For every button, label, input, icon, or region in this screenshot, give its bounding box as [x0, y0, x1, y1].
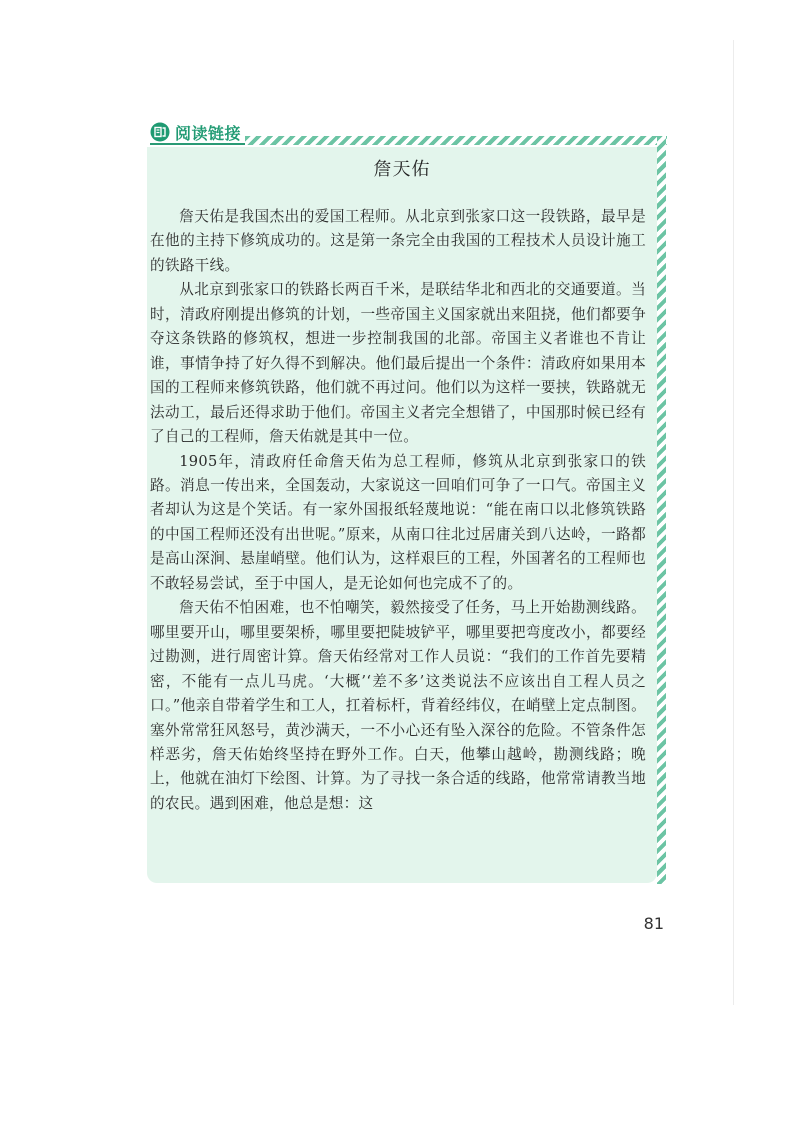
section-header [150, 120, 241, 144]
book-icon [150, 122, 170, 142]
decorative-stripe-right [657, 136, 666, 884]
paragraph: 从北京到张家口的铁路长两百千米，是联结华北和西北的交通要道。当时，清政府刚提出修筑的计划，一些帝国主义国家就出来阻挠，他们都要争夺这条铁路的修筑权，想进一步控制我国的北部。帝国主义者谁也不肯让谁，事情争持了好久得不到解决。他们最后提出一个条件：清政府如果用本国的工程师来修筑铁路，他们就不再过问。他们以为这样一要挟，铁路就无法动工，最后还得求助于他们。帝国主义者完全想错了，中国那时候已经有了自己的工程师，詹天佑就是其中一位。 [150, 281, 646, 446]
paragraph: 詹天佑是我国杰出的爱国工程师。从北京到张家口这一段铁路，最早是在他的主持下修筑成功的。这是第一条完全由我国的工程技术人员设计施工的铁路干线。 [150, 208, 646, 274]
page-number: 81 [643, 914, 664, 933]
section-label: 阅读链接 [175, 123, 242, 143]
paragraph: 詹天佑不怕困难，也不怕嘲笑，毅然接受了任务，马上开始勘测线路。哪里要开山，哪里要架桥，哪里要把陡坡铲平，哪里要把弯度改小，都要经过勘测，进行周密计算。詹天佑经常对工作人员说：“我们的工作首先要精密，不能有一点儿马虎。‘大概’‘差不多’这类说法不应该出自工程人员之口。”他亲自带着学生和工人，扛着标杆，背着经纬仪，在峭壁上定点制图。塞外常常狂风怒号，黄沙满天，一不小心还有坠入深谷的危险。不管条件怎样恶劣，詹天佑始终坚持在野外工作。白天，他攀山越岭，勘测线路；晚上，他就在油灯下绘图、计算。为了寻找一条合适的线路，他常常请教当地的农民。遇到困难，他总是想：这 [150, 599, 646, 812]
page-edge-rule [733, 40, 734, 1005]
header-underline [150, 143, 245, 145]
article-body [150, 205, 646, 816]
paragraph: 1905年，清政府任命詹天佑为总工程师，修筑从北京到张家口的铁路。消息一传出来，全国轰动，大家说这一回咱们可争了一口气。帝国主义者却认为这是个笑话。有一家外国报纸轻蔑地说：“能在南口以北修筑铁路的中国工程师还没有出世呢。”原来，从南口往北过居庸关到八达岭，一路都是高山深涧、悬崖峭壁。他们认为，这样艰巨的工程，外国著名的工程师也不敢轻易尝试，至于中国人，是无论如何也完成不了的。 [150, 452, 646, 592]
decorative-stripe-top [245, 136, 667, 145]
article-title: 詹天佑 [373, 159, 431, 180]
